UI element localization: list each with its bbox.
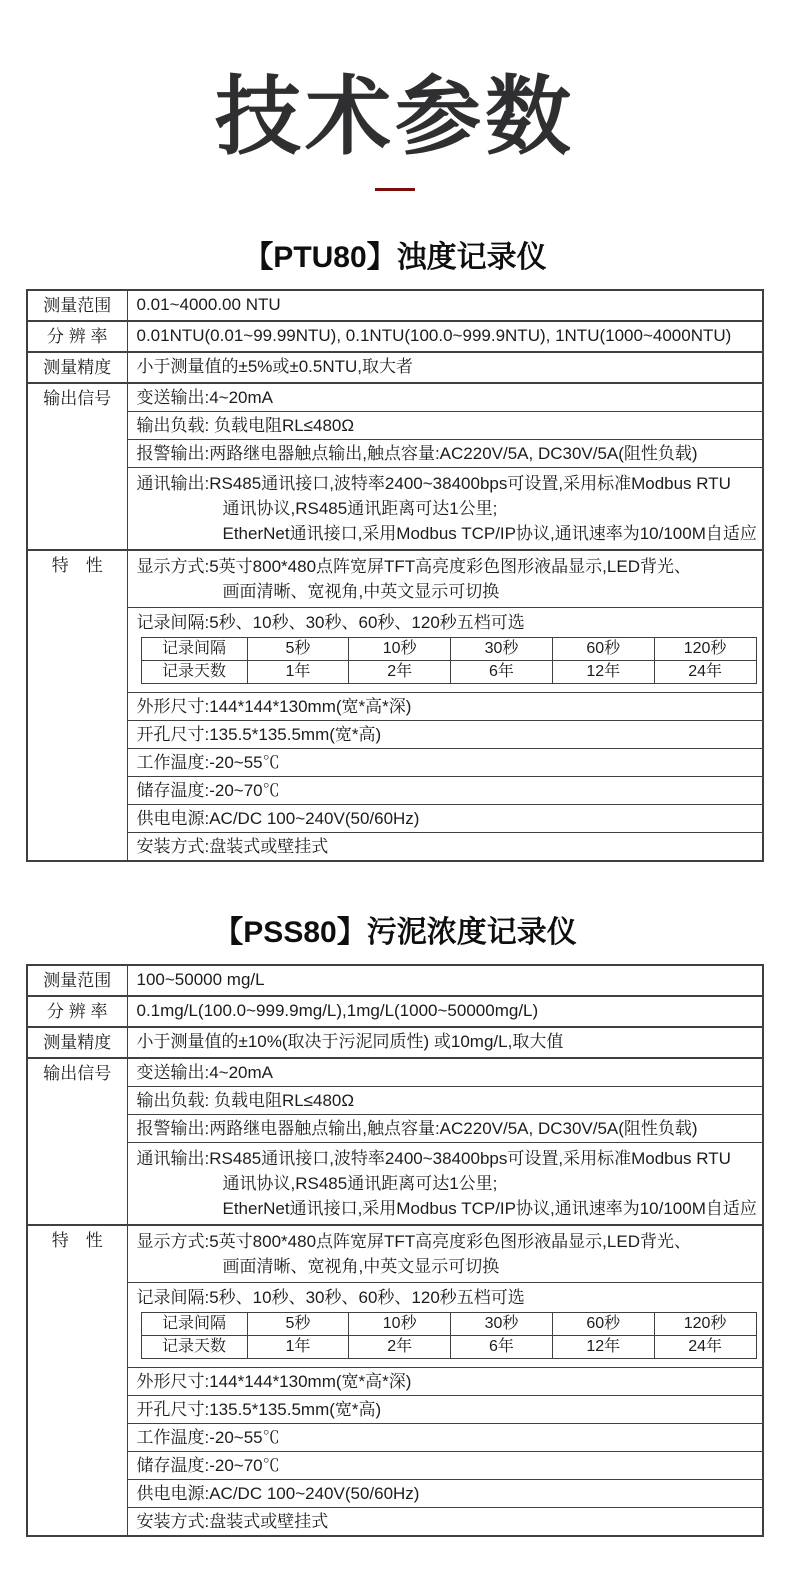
- product-section-ptu80: [0, 239, 790, 862]
- table-row: [27, 1225, 763, 1283]
- table-row: [27, 440, 763, 468]
- spec-label-features: 特 性: [27, 550, 127, 861]
- table-row: [27, 608, 763, 693]
- comm-line: 通讯输出:RS485通讯接口,波特率2400~38400bps可设置,采用标准Modbus RTU: [136, 1149, 731, 1168]
- spec-value-record: [127, 608, 763, 693]
- table-row: [27, 693, 763, 721]
- record-cell: 记录间隔: [141, 1313, 247, 1336]
- table-row: [27, 996, 763, 1027]
- record-cell: 记录间隔: [141, 638, 247, 661]
- record-cell: 5秒: [247, 638, 349, 661]
- table-row: [27, 1087, 763, 1115]
- table-row: [27, 805, 763, 833]
- spec-value-comm: [127, 1143, 763, 1226]
- record-interval-text: 记录间隔:5秒、10秒、30秒、60秒、120秒五档可选: [136, 1288, 525, 1307]
- table-row: [27, 352, 763, 383]
- spec-value: 工作温度:-20~55℃: [127, 749, 763, 777]
- table-row: [27, 1115, 763, 1143]
- record-cell: 12年: [552, 661, 654, 684]
- spec-value: 储存温度:-20~70℃: [127, 1452, 763, 1480]
- spec-table-ptu80: [26, 289, 764, 862]
- page-title: 技术参数: [215, 69, 575, 165]
- spec-value: 外形尺寸:144*144*130mm(宽*高*深): [127, 693, 763, 721]
- record-cell: 1年: [247, 661, 349, 684]
- display-line: 画面清晰、宽视角,中英文显示可切换: [222, 1257, 500, 1276]
- record-cell: 120秒: [654, 1313, 756, 1336]
- spec-value: 变送输出:4~20mA: [127, 383, 763, 412]
- spec-value-display: [127, 550, 763, 608]
- table-row: [27, 777, 763, 805]
- spec-value: 小于测量值的±5%或±0.5NTU,取大者: [127, 352, 763, 383]
- record-cell: 30秒: [451, 1313, 553, 1336]
- record-interval-row: [141, 638, 756, 661]
- table-row: [27, 1058, 763, 1087]
- record-cell: 60秒: [552, 638, 654, 661]
- table-row: [27, 1396, 763, 1424]
- record-cell: 2年: [349, 1336, 451, 1359]
- table-row: [27, 749, 763, 777]
- comm-line: 通讯协议,RS485通讯距离可达1公里;: [222, 1174, 498, 1193]
- record-cell: 6年: [451, 661, 553, 684]
- spec-value-display: [127, 1225, 763, 1283]
- comm-line: EtherNet通讯接口,采用Modbus TCP/IP协议,通讯速率为10/100M自适应: [222, 524, 757, 543]
- spec-value: 0.01NTU(0.01~99.99NTU), 0.1NTU(100.0~999.9NTU), 1NTU(1000~4000NTU): [127, 321, 763, 352]
- spec-label: 分 辨 率: [27, 321, 127, 352]
- table-row: [27, 290, 763, 321]
- spec-value: 工作温度:-20~55℃: [127, 1424, 763, 1452]
- spec-value: 变送输出:4~20mA: [127, 1058, 763, 1087]
- table-row: [27, 550, 763, 608]
- spec-label-output-signal: 输出信号: [27, 383, 127, 550]
- product-section-pss80: [0, 914, 790, 1537]
- record-cell: 10秒: [349, 638, 451, 661]
- record-cell: 10秒: [349, 1313, 451, 1336]
- spec-value: 供电电源:AC/DC 100~240V(50/60Hz): [127, 1480, 763, 1508]
- table-row: [27, 721, 763, 749]
- title-divider: [375, 188, 415, 191]
- spec-label: 分 辨 率: [27, 996, 127, 1027]
- spec-value: 0.1mg/L(100.0~999.9mg/L),1mg/L(1000~50000mg/L): [127, 996, 763, 1027]
- record-cell: 2年: [349, 661, 451, 684]
- record-cell: 记录天数: [141, 661, 247, 684]
- record-cell: 记录天数: [141, 1336, 247, 1359]
- table-row: [27, 1480, 763, 1508]
- record-cell: 30秒: [451, 638, 553, 661]
- record-interval-text: 记录间隔:5秒、10秒、30秒、60秒、120秒五档可选: [136, 613, 525, 632]
- spec-value: 外形尺寸:144*144*130mm(宽*高*深): [127, 1368, 763, 1396]
- spec-value-comm: [127, 468, 763, 551]
- spec-value: 开孔尺寸:135.5*135.5mm(宽*高): [127, 721, 763, 749]
- table-row: [27, 1143, 763, 1226]
- display-line: 画面清晰、宽视角,中英文显示可切换: [222, 582, 500, 601]
- spec-value: 报警输出:两路继电器触点输出,触点容量:AC220V/5A, DC30V/5A(阻性负载): [127, 440, 763, 468]
- spec-value: 输出负载: 负载电阻RL≤480Ω: [127, 1087, 763, 1115]
- record-cell: 12年: [552, 1336, 654, 1359]
- display-line: 显示方式:5英寸800*480点阵宽屏TFT高亮度彩色图形液晶显示,LED背光、: [136, 557, 691, 576]
- spec-label: 测量范围: [27, 965, 127, 996]
- record-days-row: [141, 1336, 756, 1359]
- record-cell: 60秒: [552, 1313, 654, 1336]
- spec-value: 储存温度:-20~70℃: [127, 777, 763, 805]
- table-row: [27, 1283, 763, 1368]
- spec-value: 安装方式:盘装式或壁挂式: [127, 833, 763, 862]
- record-cell: 6年: [451, 1336, 553, 1359]
- record-interval-table: [141, 637, 757, 684]
- table-row: [27, 1027, 763, 1058]
- comm-line: EtherNet通讯接口,采用Modbus TCP/IP协议,通讯速率为10/100M自适应: [222, 1199, 757, 1218]
- page: [0, 70, 790, 1537]
- record-days-row: [141, 661, 756, 684]
- spec-value: 0.01~4000.00 NTU: [127, 290, 763, 321]
- table-row: [27, 1368, 763, 1396]
- table-row: [27, 965, 763, 996]
- record-cell: 5秒: [247, 1313, 349, 1336]
- spec-value-record: [127, 1283, 763, 1368]
- table-row: [27, 1508, 763, 1537]
- table-row: [27, 321, 763, 352]
- table-row: [27, 833, 763, 862]
- spec-label: 测量范围: [27, 290, 127, 321]
- spec-value: 安装方式:盘装式或壁挂式: [127, 1508, 763, 1537]
- record-cell: 24年: [654, 1336, 756, 1359]
- table-row: [27, 1424, 763, 1452]
- section-heading-pss80: 【PSS80】污泥浓度记录仪: [213, 916, 577, 949]
- spec-value: 小于测量值的±10%(取决于污泥同质性) 或10mg/L,取大值: [127, 1027, 763, 1058]
- spec-value: 100~50000 mg/L: [127, 965, 763, 996]
- display-line: 显示方式:5英寸800*480点阵宽屏TFT高亮度彩色图形液晶显示,LED背光、: [136, 1232, 691, 1251]
- table-row: [27, 383, 763, 412]
- spec-value: 报警输出:两路继电器触点输出,触点容量:AC220V/5A, DC30V/5A(阻性负载): [127, 1115, 763, 1143]
- record-cell: 24年: [654, 661, 756, 684]
- spec-label-features: 特 性: [27, 1225, 127, 1536]
- spec-value: 开孔尺寸:135.5*135.5mm(宽*高): [127, 1396, 763, 1424]
- table-row: [27, 412, 763, 440]
- table-row: [27, 1452, 763, 1480]
- comm-line: 通讯协议,RS485通讯距离可达1公里;: [222, 499, 498, 518]
- section-heading-ptu80: 【PTU80】浊度记录仪: [243, 241, 547, 274]
- spec-table-pss80: [26, 964, 764, 1537]
- spec-value: 供电电源:AC/DC 100~240V(50/60Hz): [127, 805, 763, 833]
- record-cell: 1年: [247, 1336, 349, 1359]
- spec-value: 输出负载: 负载电阻RL≤480Ω: [127, 412, 763, 440]
- record-cell: 120秒: [654, 638, 756, 661]
- spec-label-output-signal: 输出信号: [27, 1058, 127, 1225]
- record-interval-table: [141, 1312, 757, 1359]
- spec-label: 测量精度: [27, 352, 127, 383]
- comm-line: 通讯输出:RS485通讯接口,波特率2400~38400bps可设置,采用标准Modbus RTU: [136, 474, 731, 493]
- spec-label: 测量精度: [27, 1027, 127, 1058]
- table-row: [27, 468, 763, 551]
- record-interval-row: [141, 1313, 756, 1336]
